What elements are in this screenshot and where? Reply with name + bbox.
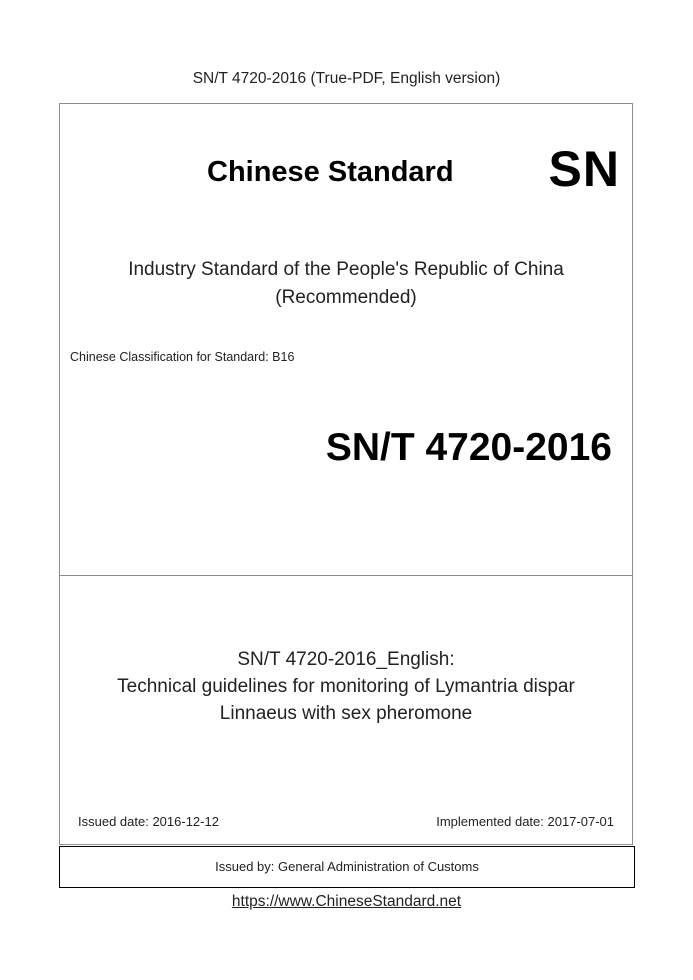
footer-link[interactable]: https://www.ChineseStandard.net: [231, 893, 462, 910]
english-title-line-3: Linnaeus with sex pheromone: [219, 703, 473, 724]
implemented-date: Implemented date: 2017-07-01: [436, 814, 614, 829]
english-title-line-1: SN/T 4720-2016_English:: [237, 649, 455, 670]
section-divider: [60, 575, 632, 576]
industry-standard-line: Industry Standard of the People's Republic of China: [128, 259, 564, 280]
english-title-line-2: Technical guidelines for monitoring of Lymantria dispar: [117, 676, 575, 697]
cover-frame: [59, 103, 633, 845]
issuer-box: Issued by: General Administration of Customs: [59, 846, 635, 888]
document-header: SN/T 4720-2016 (True-PDF, English version): [192, 70, 501, 87]
standard-code: SN/T 4720-2016: [325, 426, 612, 469]
sn-mark: SN: [548, 141, 620, 197]
cover-title: Chinese Standard: [207, 156, 454, 188]
classification-text: Chinese Classification for Standard: B16: [70, 350, 295, 364]
recommended-label: (Recommended): [275, 287, 417, 308]
issued-date: Issued date: 2016-12-12: [78, 814, 219, 829]
